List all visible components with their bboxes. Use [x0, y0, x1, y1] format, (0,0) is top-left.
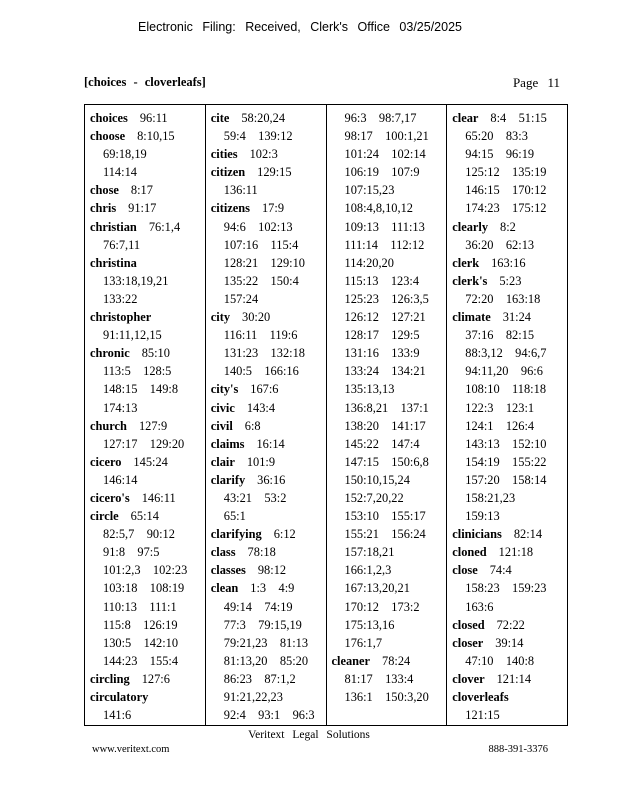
index-refs: 146:11 — [141, 490, 176, 505]
index-refs-continued: 176:1,7 — [344, 635, 383, 650]
index-entry — [211, 399, 326, 417]
index-refs-continued: 145:22 147:4 — [344, 436, 420, 451]
index-refs: 6:8 — [244, 418, 261, 433]
index-refs-continued: 124:1 126:4 — [465, 418, 535, 433]
index-term: class — [210, 545, 236, 560]
index-refs-continued: 91:8 97:5 — [103, 545, 160, 560]
index-refs-continued: 157:20 158:14 — [465, 472, 547, 487]
index-term: clinicians — [452, 527, 502, 542]
index-entry — [90, 489, 205, 507]
index-refs-continued: 114:14 — [103, 165, 137, 180]
index-refs-continued: 133:18,19,21 — [103, 273, 169, 288]
index-entry — [90, 127, 205, 145]
index-entry — [452, 543, 567, 561]
index-refs: 8:2 — [500, 219, 516, 234]
index-entry — [452, 272, 567, 290]
index-entry — [211, 525, 326, 543]
index-refs-continued: 108:4,8,10,12 — [344, 201, 413, 216]
index-refs-continued: 133:24 134:21 — [344, 364, 426, 379]
index-refs-continued: 114:20,20 — [344, 255, 394, 270]
index-refs-continued: 111:14 112:12 — [344, 237, 425, 252]
index-refs-continued: 127:17 129:20 — [103, 436, 185, 451]
index-refs-continued: 65:1 — [223, 509, 246, 524]
index-entry — [452, 561, 567, 579]
index-entry — [332, 652, 447, 670]
index-term: clearly — [452, 219, 489, 234]
index-refs: 8:10,15 — [137, 129, 175, 144]
index-entry — [452, 670, 567, 688]
index-term: city's — [210, 382, 239, 397]
footer-website: www.veritext.com — [92, 744, 170, 755]
index-term: cloverleafs — [452, 690, 509, 704]
index-term: clover — [452, 671, 485, 686]
index-refs-continued: 115:8 126:19 — [103, 617, 178, 632]
index-entry — [90, 181, 205, 199]
index-refs-continued: 37:16 82:15 — [465, 328, 535, 343]
index-entry — [90, 109, 205, 127]
index-entry — [90, 344, 205, 362]
index-entry — [211, 471, 326, 489]
index-term: choose — [90, 129, 126, 144]
index-term: cloned — [452, 545, 487, 560]
index-refs: 127:9 — [138, 418, 168, 433]
index-refs: 121:18 — [498, 545, 534, 560]
word-index-grid — [84, 104, 568, 726]
footer-phone: 888-391-3376 — [488, 744, 548, 755]
index-refs: 16:14 — [256, 436, 285, 451]
index-refs: 98:12 — [257, 563, 287, 578]
index-term: citizen — [210, 165, 246, 180]
index-refs-continued: 136:8,21 137:1 — [344, 400, 429, 415]
index-refs-continued: 65:20 83:3 — [465, 129, 528, 144]
index-refs-continued: 82:5,7 90:12 — [103, 527, 175, 542]
index-refs-continued: 157:18,21 — [344, 545, 395, 560]
filing-stamp: Electronic Filing: Received, Clerk's Office 03/25/2025 — [138, 20, 462, 34]
index-refs-continued: 128:21 129:10 — [223, 255, 305, 270]
index-term: clerk — [452, 255, 480, 270]
index-refs: 163:16 — [491, 255, 526, 270]
index-term: civic — [210, 400, 235, 415]
index-refs-continued: 166:1,2,3 — [344, 563, 392, 578]
index-entry — [452, 525, 567, 543]
index-refs-continued: 79:21,23 81:13 — [223, 635, 309, 650]
index-refs: 8:4 51:15 — [490, 111, 547, 125]
index-entry — [90, 453, 205, 471]
index-refs-continued: 158:21,23 — [465, 490, 516, 505]
index-refs: 6:12 — [273, 527, 296, 542]
index-refs: 129:15 — [257, 165, 292, 180]
index-refs-continued: 110:13 111:1 — [103, 599, 177, 614]
index-term: classes — [210, 563, 246, 578]
index-refs-continued: 81:13,20 85:20 — [223, 653, 309, 668]
footer-company: Veritext Legal Solutions — [248, 729, 370, 741]
index-refs-continued: 101:2,3 102:23 — [103, 563, 188, 578]
index-refs-continued: 69:18,19 — [103, 147, 147, 162]
index-refs-continued: 115:13 123:4 — [344, 273, 420, 288]
index-refs-continued: 76:7,11 — [103, 237, 141, 252]
index-refs-continued: 108:10 118:18 — [465, 382, 547, 397]
index-term: christian — [90, 219, 137, 234]
index-refs-continued: 141:6 — [103, 708, 132, 723]
index-refs-continued: 167:13,20,21 — [344, 581, 410, 596]
index-refs-continued: 103:18 108:19 — [103, 581, 185, 596]
index-refs: 102:3 — [249, 147, 278, 162]
index-term: clarifying — [210, 527, 262, 542]
index-refs-continued: 96:3 98:7,17 — [344, 111, 417, 125]
index-term: chose — [90, 183, 119, 198]
index-refs-continued: 94:15 96:19 — [465, 147, 535, 162]
index-entry — [211, 380, 326, 398]
index-term: clarify — [210, 472, 246, 487]
index-refs-continued: 59:4 139:12 — [223, 129, 293, 144]
index-refs: 58:20,24 — [241, 111, 286, 125]
index-term: city — [210, 310, 231, 325]
index-refs-continued: 107:16 115:4 — [223, 237, 299, 252]
index-refs-continued: 47:10 140:8 — [465, 653, 535, 668]
index-refs-continued: 72:20 163:18 — [465, 291, 541, 306]
index-term: clair — [210, 454, 235, 469]
index-entry — [90, 670, 205, 688]
index-refs-continued: 157:24 — [223, 291, 259, 306]
index-refs-continued: 135:22 150:4 — [223, 273, 299, 288]
index-refs: 5:23 — [499, 273, 522, 288]
index-term: citizens — [210, 201, 250, 216]
index-refs-continued: 109:13 111:13 — [344, 219, 425, 234]
index-term: church — [90, 418, 127, 433]
index-refs: 91:17 — [128, 201, 157, 216]
index-term: civil — [210, 418, 233, 433]
index-refs-continued: 125:12 135:19 — [465, 165, 547, 180]
index-refs: 85:10 — [141, 346, 170, 361]
index-term: cicero's — [90, 490, 130, 505]
index-refs-continued: 107:15,23 — [344, 183, 395, 198]
index-entry — [90, 507, 205, 525]
index-entry — [211, 199, 326, 217]
index-refs-continued: 81:17 133:4 — [344, 671, 414, 686]
index-refs-continued: 150:10,15,24 — [344, 472, 410, 487]
index-refs: 74:4 — [489, 563, 512, 578]
index-refs-continued: 98:17 100:1,21 — [344, 129, 429, 144]
index-refs: 31:24 — [502, 310, 532, 325]
index-refs-continued: 36:20 62:13 — [465, 237, 535, 252]
index-refs-continued: 163:6 — [465, 599, 494, 614]
index-term: chris — [90, 201, 117, 216]
index-refs-continued: 170:12 173:2 — [344, 599, 420, 614]
index-entry — [452, 616, 567, 634]
index-entry — [211, 579, 326, 597]
index-refs: 121:14 — [496, 671, 532, 686]
index-term: chronic — [90, 346, 130, 361]
index-entry — [90, 308, 205, 326]
index-refs-continued: 125:23 126:3,5 — [344, 291, 429, 306]
index-refs-continued: 113:5 128:5 — [103, 364, 172, 379]
index-refs-continued: 158:23 159:23 — [465, 581, 547, 596]
index-refs-continued: 174:13 — [103, 400, 138, 415]
index-refs: 143:4 — [246, 400, 276, 415]
index-refs-continued: 77:3 79:15,19 — [223, 617, 302, 632]
index-refs-continued: 92:4 93:1 96:3 — [223, 708, 315, 723]
index-term: clerk's — [452, 273, 488, 288]
index-term: close — [452, 563, 478, 578]
index-entry — [211, 561, 326, 579]
index-entry — [90, 688, 205, 706]
index-term: christopher — [90, 310, 152, 325]
index-refs-continued: 106:19 107:9 — [344, 165, 420, 180]
index-entry — [211, 543, 326, 561]
index-refs: 127:6 — [141, 671, 170, 686]
index-refs: 1:3 4:9 — [250, 581, 295, 596]
index-refs: 82:14 — [513, 527, 543, 542]
index-entry — [452, 634, 567, 652]
index-refs-continued: 155:21 156:24 — [344, 527, 426, 542]
index-entry — [90, 199, 205, 217]
index-entry — [90, 417, 205, 435]
index-term: circulatory — [90, 690, 149, 704]
index-entry — [452, 254, 567, 272]
index-entry — [211, 163, 326, 181]
index-refs-continued: 122:3 123:1 — [465, 400, 535, 415]
index-refs: 39:14 — [495, 635, 524, 650]
index-refs: 145:24 — [133, 454, 168, 469]
index-term: cicero — [90, 454, 122, 469]
index-refs-continued: 86:23 87:1,2 — [223, 671, 296, 686]
index-entry — [211, 417, 326, 435]
index-refs: 17:9 — [261, 201, 285, 216]
index-refs-continued: 136:1 150:3,20 — [344, 690, 429, 704]
index-entry — [211, 308, 326, 326]
index-entry — [452, 308, 567, 326]
index-term: choices — [90, 111, 128, 125]
index-entry — [211, 453, 326, 471]
index-refs-continued: 146:15 170:12 — [465, 183, 547, 198]
index-refs-continued: 175:13,16 — [344, 617, 395, 632]
index-term: cleaner — [331, 653, 371, 668]
index-refs: 167:6 — [250, 382, 279, 397]
index-refs-continued: 88:3,12 94:6,7 — [465, 346, 547, 361]
index-column-3 — [327, 105, 448, 725]
index-entry — [90, 218, 205, 236]
index-range: [choices - cloverleafs] — [84, 75, 206, 89]
index-term: cities — [210, 147, 238, 162]
index-column-1 — [85, 105, 206, 725]
index-refs-continued: 152:7,20,22 — [344, 490, 404, 505]
index-refs-continued: 174:23 175:12 — [465, 201, 547, 216]
index-refs-continued: 43:21 53:2 — [223, 490, 287, 505]
index-refs: 30:20 — [242, 310, 271, 325]
index-refs-continued: 94:11,20 96:6 — [465, 364, 543, 379]
index-refs-continued: 91:21,22,23 — [223, 690, 283, 704]
index-refs-continued: 126:12 127:21 — [344, 310, 426, 325]
index-refs: 72:22 — [496, 617, 525, 632]
index-refs: 8:17 — [130, 183, 153, 198]
index-refs: 78:24 — [382, 653, 411, 668]
index-refs: 65:14 — [130, 509, 159, 524]
index-refs-continued: 136:11 — [223, 183, 258, 198]
index-refs-continued: 49:14 74:19 — [223, 599, 293, 614]
index-entry — [211, 435, 326, 453]
index-refs-continued: 133:22 — [103, 291, 138, 306]
index-refs: 101:9 — [246, 454, 276, 469]
index-term: circling — [90, 671, 130, 686]
index-refs-continued: 146:14 — [103, 472, 138, 487]
index-term: clean — [210, 581, 239, 596]
index-entry — [211, 145, 326, 163]
index-term: closer — [452, 635, 484, 650]
index-refs-continued: 148:15 149:8 — [103, 382, 179, 397]
index-refs-continued: 94:6 102:13 — [223, 219, 293, 234]
index-refs-continued: 153:10 155:17 — [344, 509, 426, 524]
index-refs: 96:11 — [139, 111, 168, 125]
index-term: clear — [452, 111, 479, 125]
index-entry — [452, 688, 567, 706]
index-refs-continued: 91:11,12,15 — [103, 328, 162, 343]
index-refs-continued: 135:13,13 — [344, 382, 395, 397]
index-term: closed — [452, 617, 485, 632]
index-refs-continued: 147:15 150:6,8 — [344, 454, 429, 469]
index-refs: 76:1,4 — [148, 219, 181, 234]
index-refs-continued: 101:24 102:14 — [344, 147, 426, 162]
index-term: christina — [90, 255, 137, 270]
index-entry — [452, 109, 567, 127]
index-refs-continued: 128:17 129:5 — [344, 328, 420, 343]
index-term: climate — [452, 310, 491, 325]
index-term: claims — [210, 436, 245, 451]
index-refs-continued: 144:23 155:4 — [103, 653, 179, 668]
index-column-2 — [206, 105, 327, 725]
index-refs-continued: 143:13 152:10 — [465, 436, 547, 451]
index-term: cite — [210, 111, 230, 125]
index-refs-continued: 131:16 133:9 — [344, 346, 420, 361]
index-refs: 78:18 — [247, 545, 276, 560]
index-entry — [452, 218, 567, 236]
index-entry — [211, 109, 326, 127]
index-column-4 — [447, 105, 567, 725]
index-refs-continued: 131:23 132:18 — [223, 346, 305, 361]
index-entry — [90, 254, 205, 272]
index-refs-continued: 138:20 141:17 — [344, 418, 426, 433]
index-refs-continued: 140:5 166:16 — [223, 364, 299, 379]
index-refs: 36:16 — [257, 472, 286, 487]
index-refs-continued: 121:15 — [465, 708, 500, 723]
page-number: Page 11 — [512, 75, 560, 90]
index-refs-continued: 154:19 155:22 — [465, 454, 547, 469]
index-refs-continued: 116:11 119:6 — [223, 328, 298, 343]
index-refs-continued: 159:13 — [465, 509, 500, 524]
index-term: circle — [90, 509, 119, 524]
index-refs-continued: 130:5 142:10 — [103, 635, 179, 650]
